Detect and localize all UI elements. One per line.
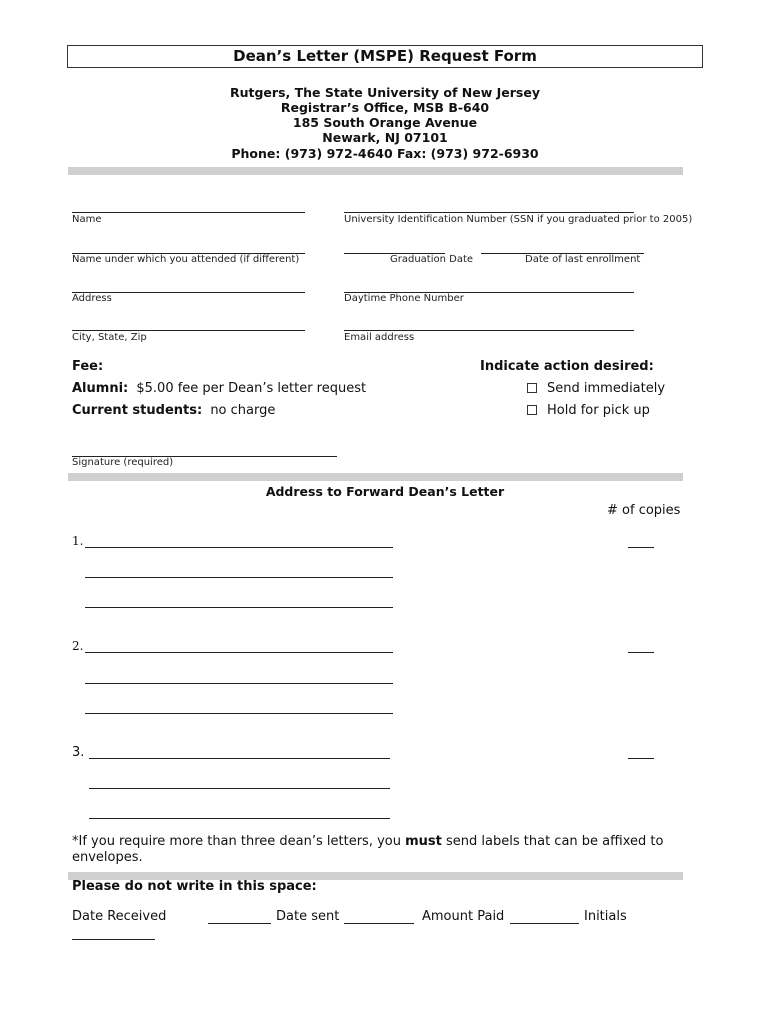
email-field-line[interactable]: [344, 330, 634, 331]
initials-label: Initials: [584, 909, 627, 924]
address-label: Address: [72, 293, 112, 304]
office-use-heading: Please do not write in this space:: [72, 879, 317, 894]
city-label: City, State, Zip: [72, 332, 147, 343]
address-3-number: 3.: [72, 745, 85, 760]
initials-line[interactable]: [72, 939, 155, 940]
note-text-3: envelopes.: [72, 850, 143, 865]
fee-heading: Fee:: [72, 359, 104, 374]
date-sent-label: Date sent: [276, 909, 340, 924]
address-1-copies-line[interactable]: [628, 547, 654, 548]
note-must: must: [405, 834, 442, 849]
name-field-line[interactable]: [72, 212, 305, 213]
address-1-line-3[interactable]: [85, 607, 393, 608]
name-attended-label: Name under which you attended (if different): [72, 254, 300, 265]
last-enrollment-label: Date of last enrollment: [525, 254, 641, 265]
address-3-line-3[interactable]: [89, 818, 390, 819]
grad-date-label: Graduation Date: [390, 254, 474, 265]
fee-alumni-label: Alumni:: [72, 381, 129, 396]
address-2-copies-line[interactable]: [628, 652, 654, 653]
address-2-line-1[interactable]: [85, 652, 393, 653]
action-heading: Indicate action desired:: [480, 359, 654, 374]
action-option-hold: [527, 403, 650, 418]
signature-label: Signature (required): [72, 457, 174, 468]
fee-alumni: [72, 381, 366, 396]
date-sent-line[interactable]: [344, 923, 414, 924]
fee-students: [72, 403, 275, 418]
address-1-line-1[interactable]: [85, 547, 393, 548]
fee-alumni-value: $5.00 fee per Dean’s letter request: [136, 381, 367, 396]
labels-note: [72, 834, 663, 866]
hold-pickup-label: Hold for pick up: [547, 403, 650, 418]
amount-paid-line[interactable]: [510, 923, 579, 924]
header-phone-fax: Phone: (973) 972-4640 Fax: (973) 972-6930: [231, 146, 539, 161]
note-text-1: *If you require more than three dean’s letters, you: [72, 834, 406, 849]
note-text-2: send labels that can be affixed to: [441, 834, 664, 849]
divider-bar-top: [68, 167, 683, 175]
copies-heading: # of copies: [607, 503, 681, 518]
fee-students-value: no charge: [210, 403, 276, 418]
uid-label: University Identification Number (SSN if you graduated prior to 2005): [344, 214, 693, 225]
divider-bar-middle: [68, 473, 683, 481]
name-label: Name: [72, 214, 102, 225]
fee-students-label: Current students:: [72, 403, 203, 418]
phone-label: Daytime Phone Number: [344, 293, 464, 304]
date-received-label: Date Received: [72, 909, 167, 924]
address-1-number: 1.: [72, 534, 84, 548]
address-2-line-3[interactable]: [85, 713, 393, 714]
action-option-send: [527, 381, 665, 396]
address-2-number: 2.: [72, 639, 84, 653]
header-city: Newark, NJ 07101: [322, 130, 448, 145]
address-3-line-2[interactable]: [89, 788, 390, 789]
email-label: Email address: [344, 332, 415, 343]
address-3-line-1[interactable]: [89, 758, 390, 759]
hold-pickup-checkbox[interactable]: [527, 405, 537, 415]
address-2-line-2[interactable]: [85, 683, 393, 684]
city-field-line[interactable]: [72, 330, 305, 331]
form-title: Dean’s Letter (MSPE) Request Form: [67, 45, 703, 68]
date-received-line[interactable]: [208, 923, 271, 924]
send-immediately-label: Send immediately: [547, 381, 666, 396]
amount-paid-label: Amount Paid: [422, 909, 505, 924]
address-3-copies-line[interactable]: [628, 758, 654, 759]
forward-heading: Address to Forward Dean’s Letter: [265, 484, 505, 499]
uid-field-line[interactable]: [344, 212, 634, 213]
header-university: Rutgers, The State University of New Jersey: [229, 85, 540, 100]
header-street: 185 South Orange Avenue: [292, 115, 478, 130]
header-office: Registrar’s Office, MSB B-640: [280, 100, 490, 115]
send-immediately-checkbox[interactable]: [527, 383, 537, 393]
address-1-line-2[interactable]: [85, 577, 393, 578]
